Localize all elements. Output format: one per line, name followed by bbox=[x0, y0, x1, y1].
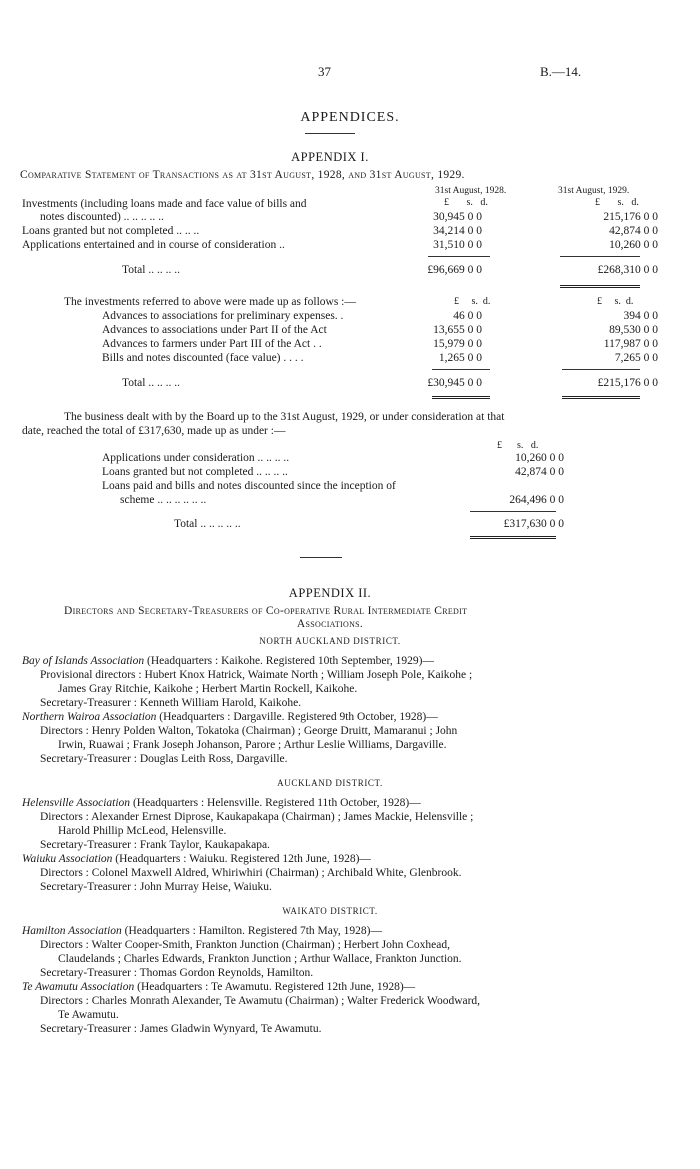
association-details: (Headquarters : Dargaville. Registered 9th October, 1928)— bbox=[156, 711, 438, 723]
table-row-label: Bills and notes discounted (face value) . . . . bbox=[102, 352, 304, 364]
total-label: Total .. .. .. .. bbox=[122, 377, 180, 389]
document-reference: B.—14. bbox=[540, 64, 582, 79]
association-line: Directors : Alexander Ernest Diprose, Kaukapakapa (Chairman) ; James Mackie, Helensville ; bbox=[40, 811, 474, 823]
table-row-label: Advances to farmers under Part III of the Act . . bbox=[102, 338, 322, 350]
association-details: (Headquarters : Kaikohe. Registered 10th September, 1929)— bbox=[144, 655, 434, 667]
biz-lsd bbox=[497, 440, 538, 451]
total-cell: £215,176 0 0 bbox=[597, 377, 658, 389]
table-cell: 1,265 0 0 bbox=[438, 352, 482, 364]
section-divider bbox=[300, 557, 342, 558]
table-cell: 15,979 0 0 bbox=[433, 338, 482, 350]
investments-heading: The investments referred to above were made up as follows :— bbox=[64, 296, 356, 308]
association-line: Te Awamutu. bbox=[58, 1009, 119, 1021]
pound-sign: £ bbox=[595, 197, 600, 208]
association-line: Secretary-Treasurer : James Gladwin Wynyard, Te Awamutu. bbox=[40, 1023, 322, 1035]
pence-head: d. bbox=[482, 296, 491, 307]
appendix-2-title: APPENDIX II. bbox=[288, 586, 372, 600]
association-line: Directors : Henry Polden Walton, Tokatoka (Chairman) ; George Druitt, Mamaranui ; John bbox=[40, 725, 458, 737]
pence-head: d. bbox=[631, 197, 639, 208]
association-line: Secretary-Treasurer : Kenneth William Harold, Kaikohe. bbox=[40, 697, 302, 709]
table-row-label: Loans granted but not completed .. .. .. bbox=[22, 225, 200, 237]
total-cell: £268,310 0 0 bbox=[597, 264, 658, 276]
table-cell: 7,265 0 0 bbox=[614, 352, 658, 364]
table-cell: 34,214 0 0 bbox=[433, 225, 482, 237]
shillings-head: s. bbox=[471, 296, 478, 307]
inv-lsd-2 bbox=[597, 296, 633, 307]
association-name: Helensville Association bbox=[22, 797, 131, 809]
association-details: (Headquarters : Hamilton. Registered 7th May, 1928)— bbox=[121, 925, 382, 937]
table-cell: 264,496 0 0 bbox=[509, 494, 564, 506]
table-row-label: Applications under consideration .. .. .. .. bbox=[102, 452, 290, 464]
table-cell: 89,530 0 0 bbox=[609, 324, 658, 336]
table-cell: 215,176 0 0 bbox=[603, 211, 658, 223]
association-line: Directors : Colonel Maxwell Aldred, Whiriwhiri (Chairman) ; Archibald White, Glenbrook. bbox=[40, 867, 462, 879]
col2-lsd bbox=[595, 197, 639, 208]
column-rule bbox=[560, 256, 640, 257]
page-number: 37 bbox=[318, 64, 331, 79]
association-line: Harold Phillip McLeod, Helensville. bbox=[58, 825, 227, 837]
table-cell: 31,510 0 0 bbox=[433, 239, 482, 251]
pence-head: d. bbox=[625, 296, 634, 307]
column-rule bbox=[428, 256, 490, 257]
pound-sign: £ bbox=[497, 440, 502, 451]
pound-sign: £ bbox=[454, 296, 459, 307]
table-row-label: Applications entertained and in course of consideration .. bbox=[22, 239, 285, 251]
association-name: Waiuku Association bbox=[22, 853, 113, 865]
pound-sign: £ bbox=[597, 296, 602, 307]
association-line: Irwin, Ruawai ; Frank Joseph Johanson, Parore ; Arthur Leslie Williams, Dargaville. bbox=[58, 739, 447, 751]
table-row-label: Investments (including loans made and face value of bills and bbox=[22, 198, 307, 210]
column-rule bbox=[432, 369, 490, 370]
table-cell: 46 0 0 bbox=[453, 310, 482, 322]
association-details: (Headquarters : Waiuku. Registered 12th June, 1928)— bbox=[112, 853, 371, 865]
association-entry bbox=[22, 711, 438, 723]
association-name: Hamilton Association bbox=[22, 925, 122, 937]
association-line: Secretary-Treasurer : Thomas Gordon Reynolds, Hamilton. bbox=[40, 967, 314, 979]
district-heading: NORTH AUCKLAND DISTRICT. bbox=[259, 636, 401, 646]
table-cell: 117,987 0 0 bbox=[603, 338, 658, 350]
table-row-label: notes discounted) .. .. .. .. .. bbox=[40, 211, 164, 223]
association-line: Provisional directors : Hubert Knox Hatrick, Waimate North ; William Joseph Pole, Kaikohe ; bbox=[40, 669, 473, 681]
appendix-2-heading: Associations. bbox=[296, 618, 364, 630]
table-cell: 42,874 0 0 bbox=[515, 466, 564, 478]
col1-head: 31st August, 1928. bbox=[435, 186, 507, 196]
pence-head: d. bbox=[530, 440, 539, 451]
total-cell: £317,630 0 0 bbox=[503, 518, 564, 530]
total-label: Total .. .. .. .. bbox=[122, 264, 180, 276]
table-cell: 10,260 0 0 bbox=[609, 239, 658, 251]
association-entry bbox=[22, 797, 421, 809]
association-entry bbox=[22, 981, 415, 993]
col1-lsd bbox=[444, 197, 488, 208]
association-name: Northern Wairoa Association bbox=[22, 711, 157, 723]
table-cell: 30,945 0 0 bbox=[433, 211, 482, 223]
association-line: James Gray Ritchie, Kaikohe ; Herbert Martin Rockell, Kaikohe. bbox=[58, 683, 358, 695]
association-line: Secretary-Treasurer : Frank Taylor, Kaukapakapa. bbox=[40, 839, 270, 851]
table-row-label: Loans granted but not completed .. .. .. .. bbox=[102, 466, 288, 478]
column-rule bbox=[562, 369, 640, 370]
double-rule bbox=[432, 396, 490, 399]
appendix-1-title: APPENDIX I. bbox=[291, 150, 369, 164]
association-line: Directors : Charles Monrath Alexander, Te Awamutu (Chairman) ; Walter Frederick Woodward, bbox=[40, 995, 481, 1007]
business-paragraph-line: date, reached the total of £317,630, made up as under :— bbox=[22, 425, 286, 437]
association-line: Secretary-Treasurer : Douglas Leith Ross, Dargaville. bbox=[40, 753, 288, 765]
col2-head: 31st August, 1929. bbox=[558, 186, 630, 196]
shillings-head: s. bbox=[617, 197, 624, 208]
double-rule bbox=[560, 285, 640, 288]
association-details: (Headquarters : Te Awamutu. Registered 12th June, 1928)— bbox=[134, 981, 416, 993]
title-divider bbox=[305, 133, 355, 134]
table-cell: 42,874 0 0 bbox=[609, 225, 658, 237]
double-rule bbox=[562, 396, 640, 399]
association-entry bbox=[22, 655, 434, 667]
association-line: Claudelands ; Charles Edwards, Frankton Junction ; Arthur Wallace, Frankton Junction. bbox=[58, 953, 462, 965]
column-rule bbox=[470, 511, 556, 512]
association-details: (Headquarters : Helensville. Registered 11th October, 1928)— bbox=[130, 797, 421, 809]
business-paragraph-line: The business dealt with by the Board up to the 31st August, 1929, or under consideration at that bbox=[64, 411, 505, 423]
association-line: Secretary-Treasurer : John Murray Heise, Waiuku. bbox=[40, 881, 272, 893]
table-row-label: Advances to associations under Part II of the Act bbox=[102, 324, 327, 336]
table-cell: 394 0 0 bbox=[623, 310, 658, 322]
appendix-2-heading: Directors and Secretary-Treasurers of Co-operative Rural Intermediate Credit bbox=[64, 605, 468, 617]
table-cell: 13,655 0 0 bbox=[433, 324, 482, 336]
shillings-head: s. bbox=[614, 296, 621, 307]
table-row-label: Advances to associations for preliminary expenses. . bbox=[102, 310, 344, 322]
association-name: Bay of Islands Association bbox=[22, 655, 145, 667]
association-name: Te Awamutu Association bbox=[22, 981, 135, 993]
district-heading: WAIKATO DISTRICT. bbox=[282, 906, 378, 916]
total-label: Total .. .. .. .. .. bbox=[174, 518, 241, 530]
total-cell: £30,945 0 0 bbox=[427, 377, 482, 389]
table-row-label: Loans paid and bills and notes discounted since the inception of bbox=[102, 480, 396, 492]
pound-sign: £ bbox=[444, 197, 449, 208]
shillings-head: s. bbox=[517, 440, 524, 451]
association-line: Directors : Walter Cooper-Smith, Frankton Junction (Chairman) ; Herbert John Coxhead, bbox=[40, 939, 450, 951]
double-rule bbox=[470, 536, 556, 539]
appendix-1-heading: Comparative Statement of Transactions as at 31st August, 1928, and 31st August, 1929. bbox=[20, 169, 465, 181]
district-heading: AUCKLAND DISTRICT. bbox=[277, 778, 383, 788]
table-row-label: scheme .. .. .. .. .. .. bbox=[120, 494, 207, 506]
pence-head: d. bbox=[480, 197, 488, 208]
shillings-head: s. bbox=[466, 197, 473, 208]
appendices-title: APPENDICES. bbox=[300, 110, 400, 125]
association-entry bbox=[22, 925, 382, 937]
inv-lsd-1 bbox=[454, 296, 490, 307]
association-entry bbox=[22, 853, 371, 865]
table-cell: 10,260 0 0 bbox=[515, 452, 564, 464]
total-cell: £96,669 0 0 bbox=[427, 264, 482, 276]
